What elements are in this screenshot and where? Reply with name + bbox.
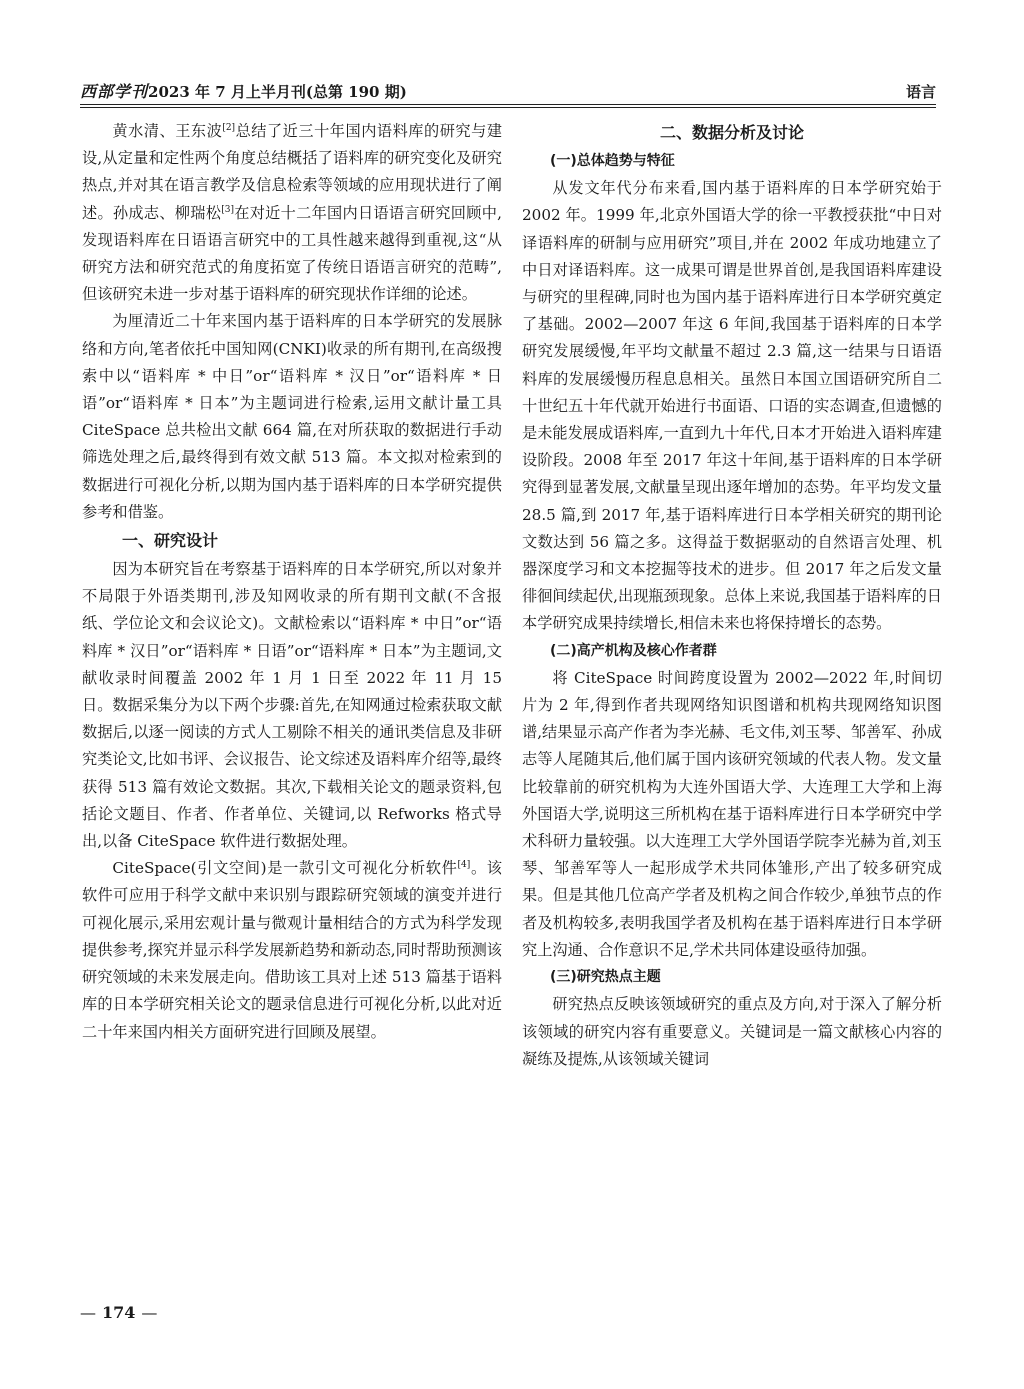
subsection-heading: (一)总体趋势与特征 [550, 153, 675, 169]
paragraph: 黄水清、王东波[2]总结了近三十年国内语料库的研究与建设,从定量和定性两个角度总结概括了语料库的研究变化及研究热点,并对其在语言教学及信息检索等领域的应用现状进行了阐述。孙成志、柳瑞松[3]在对近十二年国内日语语言研究回顾中,发现语料库在日语语言研究中的工具性越来越得到重视,这“从研究方法和研究范式的角度拓宽了传统日语语言研究的范畴”,但该研究未进一步对基于语料库的研究现状作详细的论述。 [82, 122, 503, 304]
page-footer [80, 1303, 157, 1322]
left-column [82, 118, 502, 1046]
section-tag: 语言 [905, 83, 936, 101]
paragraph: 研究热点反映该领域研究的重点及方向,对于深入了解分析该领域的研究内容有重要意义。关键词是一篇文献核心内容的凝练及提炼,从该领域关键词 [522, 995, 942, 1068]
citation-ref: [3] [221, 204, 234, 215]
section-heading: 二、数据分析及讨论 [659, 123, 804, 142]
paragraph: 从发文年代分布来看,国内基于语料库的日本学研究始于 2002 年。1999 年,北京外国语大学的徐一平教授获批“中日对译语料库的研制与应用研究”项目,并在 2002 年成功地建立了中日对译语料库。这一成果可谓是世界首创,是我国语料库建设与研究的里程碑,同时也为国内基于语料库进行日本学研究奠定了基础。2002—2007 年这 6 年间,我国基于语料库的日本学研究发展缓慢,年平均文献量不超过 2.3 篇,这一结果与日语语料库的发展缓慢历程息息相关。虽然日本国立国语研究所自二十世纪五十年代就开始进行书面语、口语的实态调查,但遗憾的是未能发展成语料库,一直到九十年代,日本才开始进入语料库建设阶段。2008 年至 2017 年这十年间,基于语料库的日本学研究得到显著发展,文献量呈现出逐年增加的态势。年平均发文量 28.5 篇,到 2017 年,基于语料库进行日本学相关研究的期刊论文数达到 56 篇之多。这得益于数据驱动的自然语言处理、机器深度学习和文本挖掘等技术的进步。但 2017 年之后发文量徘徊间续起伏,出现瓶颈现象。总体上来说,我国基于语料库的日本学研究成果持续增长,相信未来也将保持增长的态势。 [522, 179, 942, 633]
journal-logo: 西部学刊 [80, 82, 149, 101]
footer-dash: — [141, 1303, 158, 1322]
paragraph: 将 CiteSpace 时间跨度设置为 2002—2022 年,时间切片为 2 年,得到作者共现网络知识图谱和机构共现网络知识图谱,结果显示高产作者为李光赫、毛文伟,刘玉琴、邹善军、孙成志等人尾随其后,他们属于国内该研究领域的代表人物。发文量比较靠前的研究机构为大连外国语大学、大连理工大学和上海外国语大学,说明这三所机构在基于语料库进行日本学研究中学术科研力量较强。以大连理工大学外国语学院李光赫为首,刘玉琴、邹善军等人一起形成学术共同体雏形,产出了较多研究成果。但是其他几位高产学者及机构之间合作较少,单独节点的作者及机构较多,表明我国学者及机构在基于语料库进行日本学研究上沟通、合作意识不足,学术共同体建设亟待加强。 [522, 668, 942, 959]
page-number: 174 [102, 1303, 136, 1322]
header-rule [80, 104, 936, 105]
paragraph: CiteSpace(引文空间)是一款引文可视化分析软件[4]。该软件可应用于科学文献中来识别与跟踪研究领域的演变并进行可视化展示,采用宏观计量与微观计量相结合的方式为科学发现提供参考,探究并显示科学发展新趋势和新动态,同时帮助预测该研究领域的未来发展走向。借助该工具对上述 513 篇基于语料库的日本学研究相关论文的题录信息进行可视化分析,以此对近二十年来国内相关方面研究进行回顾及展望。 [82, 859, 502, 1041]
section-heading: 一、研究设计 [122, 531, 219, 551]
right-column [522, 118, 942, 1073]
subsection-heading: (二)高产机构及核心作者群 [550, 642, 717, 659]
subsection-heading: (三)研究热点主题 [550, 969, 661, 986]
paragraph: 因为本研究旨在考察基于语料库的日本学研究,所以对象并不局限于外语类期刊,涉及知网收录的所有期刊文献(不含报纸、学位论文和会议论文)。文献检索以“语料库 * 中日”or“语料库 * 汉日”or“语料库 * 日语”or“语料库 * 日本”为主题词,文献收录时间覆盖 2002 年 1 月 1 日至 2022 年 11 月 15 日。数据采集分为以下两个步骤:首先,在知网通过检索获取文献数据后,以逐一阅读的方式人工剔除不相关的通讯类信息及非研究类论文,比如书评、会议报告、论文综述及语料库介绍等,最终获得 513 篇有效论文数据。其次,下载相关论文的题录资料,包括论文题目、作者、作者单位、关键词,以 Refworks 格式导出,以备 CiteSpace 软件进行数据处理。 [82, 560, 503, 851]
running-header [80, 76, 936, 102]
header-rule-thin [80, 107, 936, 108]
header-left [80, 79, 407, 102]
paragraph: 为厘清近二十年来国内基于语料库的日本学研究的发展脉络和方向,笔者依托中国知网(CNKI)收录的所有期刊,在高级搜索中以“语料库 * 中日”or“语料库 * 汉日”or“语料库 * 日语”or“语料库 * 日本”为主题词进行检索,运用文献计量工具 CiteSpace 总共检出文献 664 篇,在对所获取的数据进行手动筛选处理之后,最终得到有效文献 513 篇。本文拟对检索到的数据进行可视化分析,以期为国内基于语料库的日本学研究提供参考和借鉴。 [82, 312, 502, 521]
footer-dash: — [80, 1303, 96, 1322]
citation-ref: [2] [222, 122, 236, 133]
issue-info: 2023 年 7 月上半月刊(总第 190 期) [148, 83, 407, 101]
citation-ref: [4] [457, 860, 471, 871]
